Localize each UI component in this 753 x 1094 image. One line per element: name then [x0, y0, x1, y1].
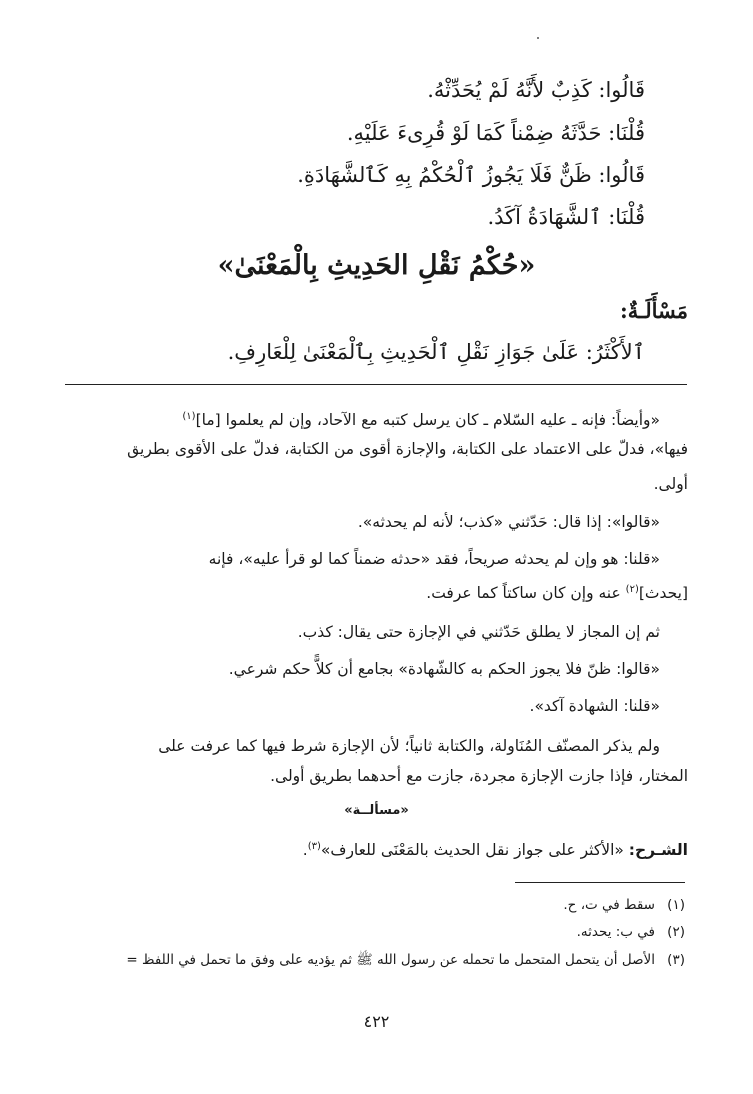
commentary-p2: «قالوا»: إذا قال: حَدّثني «كذب؛ لأنه لم يحدثه».	[357, 513, 660, 531]
footnote-divider	[515, 882, 685, 883]
commentary-p1-line1	[68, 402, 688, 435]
masala-subheading: «مسألــة»	[344, 803, 409, 818]
commentary-p7-line2: المختار، فإذا جازت الإجازة مجردة، جازت مع أحدهما بطريق أولى.	[270, 767, 688, 785]
commentary-p3-line1: «قلنا: هو وإن لم يحدثه صريحاً، فقد «حدثه ضمناً كما لو قرأ عليه»، فإنه	[208, 550, 660, 568]
commentary-p1-line3: أولى.	[653, 475, 688, 493]
main-text-divider	[65, 384, 687, 385]
sharh-period: .	[302, 841, 308, 860]
sharh-label: الشـرح:	[628, 841, 688, 860]
verse-line-2: قُلْنَا: حَدَّثَهُ ضِمْناً كَمَا لَوْ قُرِىءَ عَلَيْهِ.	[346, 121, 645, 145]
commentary-p7-line1: ولم يذكر المصنّف المُنَاولة، والكتابة ثانياً؛ لأن الإجازة شرط فيها كما عرفت على	[158, 737, 660, 755]
footnote-2	[577, 924, 685, 940]
commentary-text: «وأيضاً: فإنه ـ عليه السّلام ـ كان يرسل كتبه مع الآحاد، وإن لم يعلموا [ما]	[195, 411, 660, 430]
verse-line-1: قَالُوا: كَذِبٌ لأَنَّهُ لَمْ يُحَدِّثْهُ.	[427, 78, 645, 102]
sharh-line	[68, 832, 688, 865]
commentary-p1-line2: فيها»، فدلّ على الاعتماد على الكتابة، والإجازة أقوى من الكتابة، فدلّ على الأقوى بطريق	[127, 440, 688, 458]
footnote-number: (١)	[667, 897, 685, 913]
verse-line-4: قُلْنَا: ٱلشَّهَادَةُ آكَدُ.	[487, 205, 645, 229]
footnote-number: (٣)	[667, 952, 685, 968]
commentary-text: عنه وإن كان ساكتاً كما عرفت.	[426, 584, 626, 603]
footnote-number: (٢)	[667, 924, 685, 940]
commentary-p4: ثم إن المجاز لا يطلق حَدّثني في الإجازة حتى يقال: كذب.	[297, 623, 660, 641]
section-title: «حُكْمُ نَقْلِ الحَدِيثِ بِالْمَعْنَىٰ»	[217, 250, 536, 281]
footnote-ref: (١)	[182, 411, 196, 422]
footnote-ref: (٢)	[625, 584, 639, 595]
commentary-text: [يحدث]	[638, 584, 688, 603]
footnote-text: سقط في ت، ح.	[563, 897, 655, 913]
footnote-ref: (٣)	[307, 841, 321, 852]
footnote-text: في ب: يحدثه.	[576, 924, 655, 940]
speck	[537, 37, 539, 39]
page-number: ٤٢٢	[363, 1012, 390, 1031]
commentary-p3-line2	[68, 575, 688, 608]
footnote-text: الأصل أن يتحمل المتحمل ما تحمله عن رسول الله ﷺ ثم يؤديه على وفق ما تحمل في اللفظ =	[126, 952, 655, 968]
footnote-1	[563, 897, 685, 913]
verse-line-3: قَالُوا: ظَنٌّ فَلَا يَجُوزُ ٱلْحُكْمُ بِهِ كَٱلشَّهَادَةِ.	[297, 163, 645, 187]
commentary-p5: «قالوا: ظنّ فلا يجوز الحكم به كالشّهادة» بجامع أن كلاًّ حكم شرعي.	[228, 660, 660, 678]
sharh-text: «الأكثر على جواز نقل الحديث بالمَعْنَى للعارف»	[320, 841, 629, 860]
masala-heading: مَسْأَلَـةٌ:	[620, 298, 688, 323]
commentary-p6: «قلنا: الشهادة آكد».	[529, 697, 660, 715]
footnote-3	[126, 951, 685, 971]
masala-text: ٱلأَكْثَرُ: عَلَىٰ جَوَازِ نَقْلِ ٱلْحَدِيثِ بِٱلْمَعْنَىٰ لِلْعَارِفِ.	[227, 340, 645, 364]
